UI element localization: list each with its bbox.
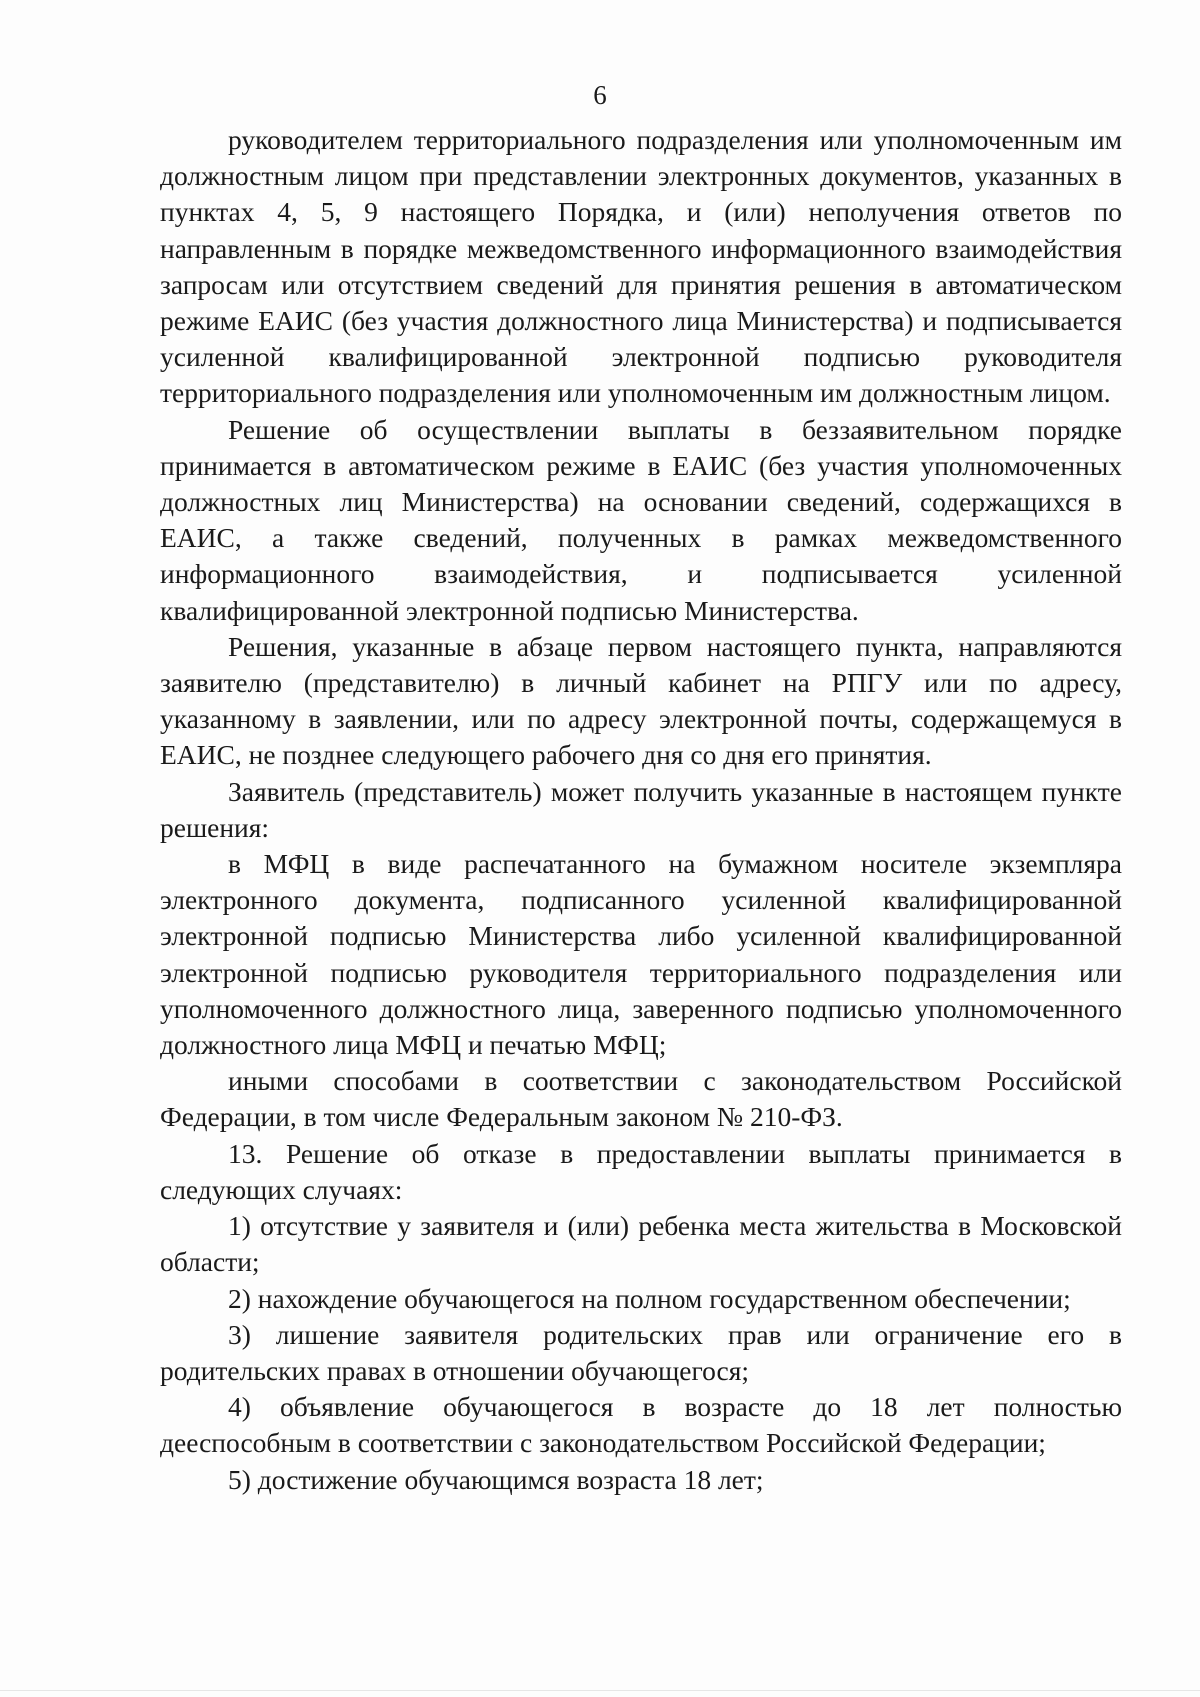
paragraph-clause-13: 13. Решение об отказе в предоставлении выплаты принимается в следующих случаях:: [160, 1137, 1122, 1205]
list-item-2: 2) нахождение обучающегося на полном государственном обеспечении;: [228, 1282, 1071, 1314]
paragraph-other-ways: иными способами в соответствии с законодательством Российской Федерации, в том числе Федеральным законом № 210-ФЗ.: [160, 1065, 1122, 1133]
paragraph-decision-delivery: Решения, указанные в абзаце первом настоящего пункта, направляются заявителю (представителю) в личный кабинет на РПГУ или по адресу, указанному в заявлении, или по адресу электронной почты, содержащемуся в ЕАИС, не позднее следующего рабочего дня со дня его принятия.: [160, 630, 1122, 771]
list-item-4: 4) объявление обучающегося в возрасте до 18 лет полностью дееспособным в соответствии с законодательством Российской Федерации;: [160, 1391, 1122, 1459]
document-body: [160, 122, 1122, 1498]
list-item-5: 5) достижение обучающимся возраста 18 лет;: [228, 1463, 764, 1495]
scan-edge-line: [0, 1690, 1200, 1691]
paragraph-automatic-decision: Решение об осуществлении выплаты в беззаявительном порядке принимается в автоматическом режиме в ЕАИС (без участия уполномоченных должностных лиц Министерства) на основании сведений, содержащихся в ЕАИС, а также сведений, полученных в рамках межведомственного информационного взаимодействия, и подписывается усиленной квалифицированной электронной подписью Министерства.: [160, 413, 1122, 626]
paragraph-continuation: руководителем территориального подразделения или уполномоченным им должностным лицом при представлении электронных документов, указанных в пунктах 4, 5, 9 настоящего Порядка, и (или) неполучения ответов по направленным в порядке межведомственного информационного взаимодействия запросам или отсутствием сведений для принятия решения в автоматическом режиме ЕАИС (без участия должностного лица Министерства) и подписывается усиленной квалифицированной электронной подписью руководителя территориального подразделения или уполномоченным им должностным лицом.: [160, 124, 1122, 409]
list-item-3: 3) лишение заявителя родительских прав или ограничение его в родительских правах в отношении обучающегося;: [160, 1318, 1122, 1386]
page-number: 6: [593, 80, 607, 110]
paragraph-receive-options: Заявитель (представитель) может получить указанные в настоящем пункте решения:: [160, 775, 1122, 843]
paragraph-mfc-option: в МФЦ в виде распечатанного на бумажном носителе экземпляра электронного документа, подписанного усиленной квалифицированной электронной подписью Министерства либо усиленной квалифицированной электронной подписью руководителя территориального подразделения или уполномоченного должностного лица, заверенного подписью уполномоченного должностного лица МФЦ и печатью МФЦ;: [160, 848, 1122, 1061]
list-item-1: 1) отсутствие у заявителя и (или) ребенка места жительства в Московской области;: [160, 1210, 1122, 1278]
